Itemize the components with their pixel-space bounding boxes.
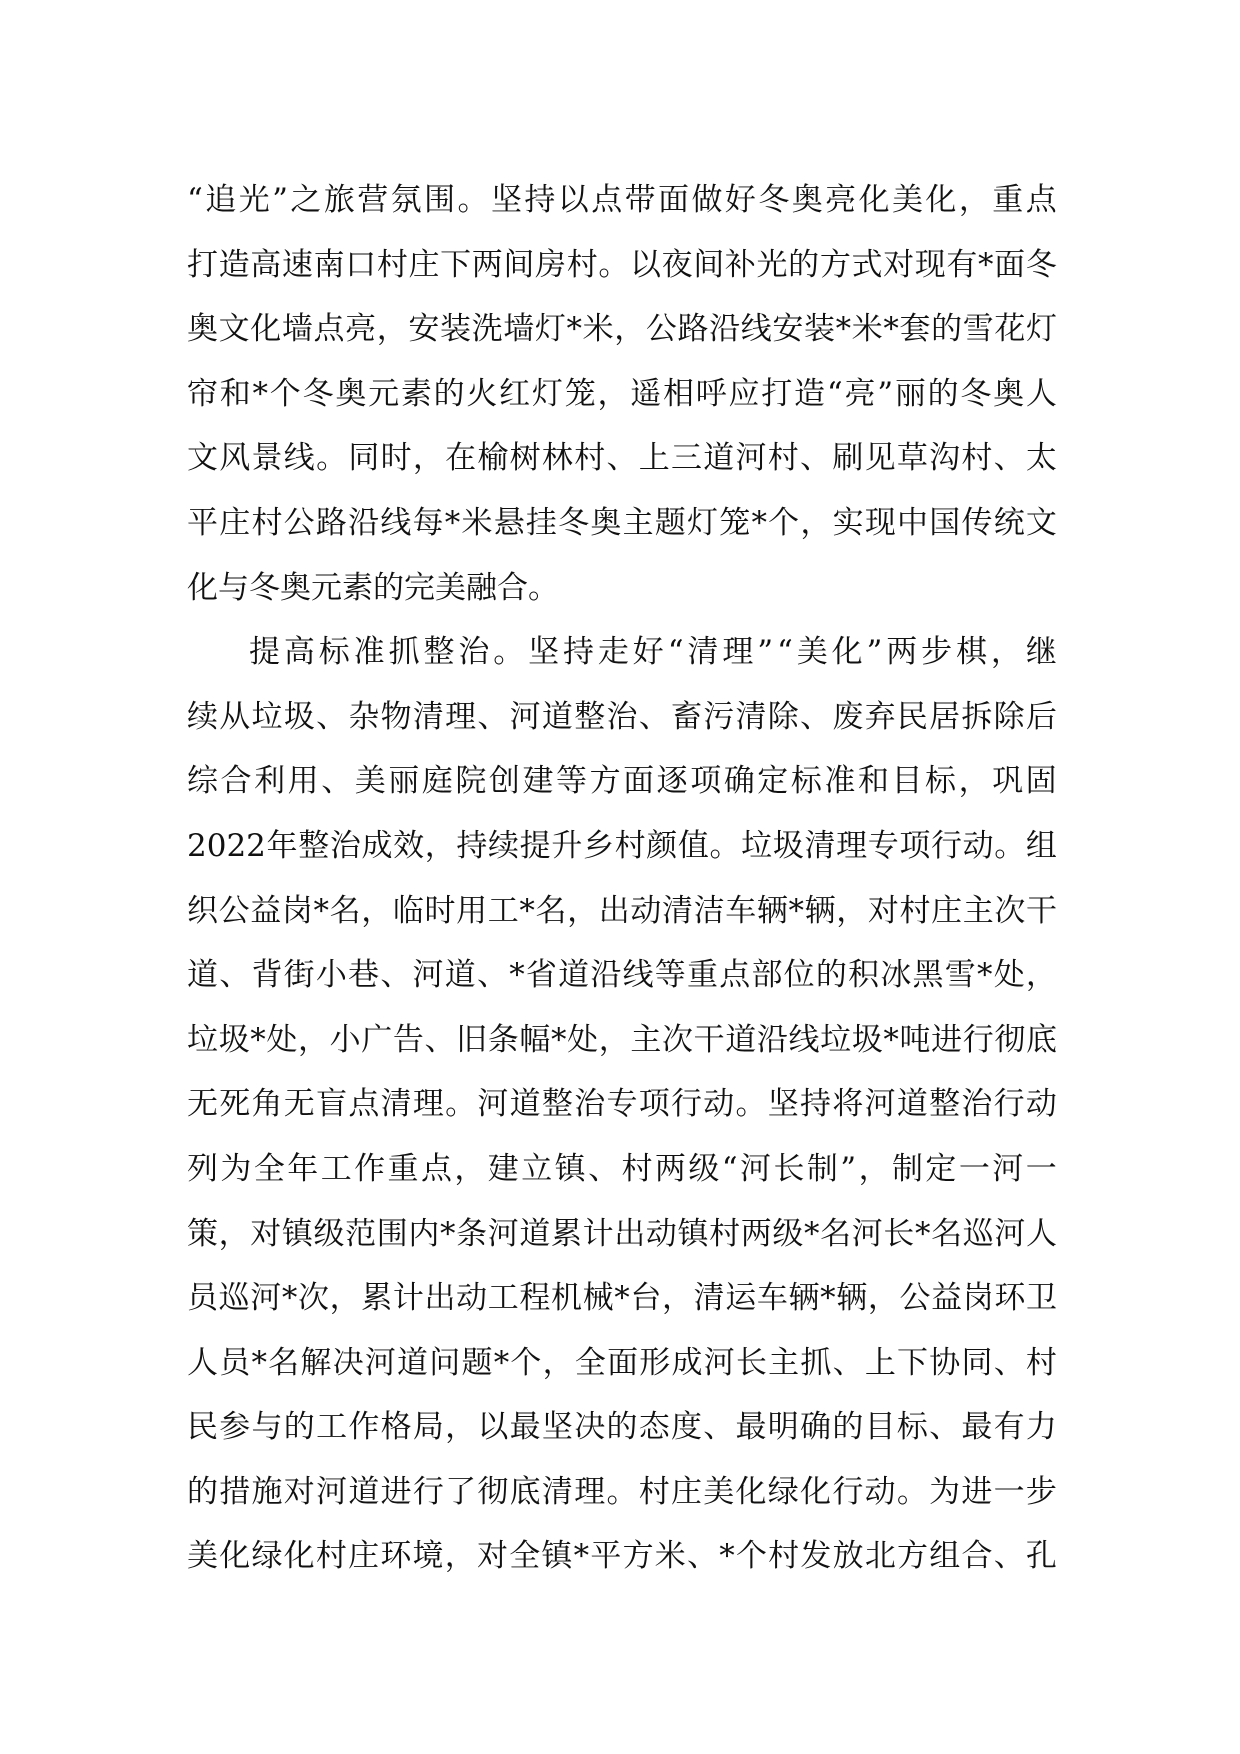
text-line: 垃 圾 * 处 ， 小 广 告 、 旧 条 幅 * 处 ， 主 次 干 道 沿 线 垃 圾 * 吨 进 行 彻 底 — [187, 1021, 1057, 1058]
text-line: 提 高 标 准 抓 整 治 。 坚 持 走 好 “ 清 理 ” “ 美 化 ” 两 步 棋 ， 继 — [249, 634, 1057, 671]
body-text — [187, 168, 1057, 1589]
text-line: 打 造 高 速 南 口 村 庄 下 两 间 房 村 。 以 夜 间 补 光 的 方 式 对 现 有 * 面 冬 — [187, 246, 1057, 283]
text-line: 人 员 * 名 解 决 河 道 问 题 * 个 ， 全 面 形 成 河 长 主 抓 、 上 下 协 同 、 村 — [187, 1344, 1057, 1381]
text-line: 续 从 垃 圾 、 杂 物 清 理 、 河 道 整 治 、 畜 污 清 除 、 废 弃 民 居 拆 除 后 — [187, 698, 1057, 735]
text-line: 奥 文 化 墙 点 亮 ， 安 装 洗 墙 灯 * 米 ， 公 路 沿 线 安 装 * 米 * 套 的 雪 花 灯 — [187, 311, 1057, 348]
text-line: 民 参 与 的 工 作 格 局 ， 以 最 坚 决 的 态 度 、 最 明 确 的 目 标 、 最 有 力 — [187, 1409, 1057, 1446]
text-line: 帘 和 * 个 冬 奥 元 素 的 火 红 灯 笼 ， 遥 相 呼 应 打 造 “ 亮 ” 丽 的 冬 奥 人 — [187, 375, 1057, 412]
text-line: 2022 年 整 治 成 效 ， 持 续 提 升 乡 村 颜 值 。 垃 圾 清 理 专 项 行 动 。 组 — [187, 827, 1057, 864]
text-line: 美 化 绿 化 村 庄 环 境 ， 对 全 镇 * 平 方 米 、 * 个 村 发 放 北 方 组 合 、 孔 — [187, 1538, 1057, 1575]
text-line: 员 巡 河 * 次 ， 累 计 出 动 工 程 机 械 * 台 ， 清 运 车 辆 * 辆 ， 公 益 岗 环 卫 — [187, 1280, 1057, 1317]
text-line: 道 、 背 街 小 巷 、 河 道 、 * 省 道 沿 线 等 重 点 部 位 的 积 冰 黑 雪 * 处 ， — [187, 957, 1057, 994]
text-line: 无 死 角 无 盲 点 清 理 。 河 道 整 治 专 项 行 动 。 坚 持 将 河 道 整 治 行 动 — [187, 1086, 1057, 1123]
text-line: 列 为 全 年 工 作 重 点 ， 建 立 镇 、 村 两 级 “ 河 长 制 ” ， 制 定 一 河 一 — [187, 1150, 1057, 1187]
text-line: 平 庄 村 公 路 沿 线 每 * 米 悬 挂 冬 奥 主 题 灯 笼 * 个 ， 实 现 中 国 传 统 文 — [187, 504, 1057, 541]
text-line: 化与冬奥元素的完美融合。 — [187, 569, 559, 606]
text-line: 策 ， 对 镇 级 范 围 内 * 条 河 道 累 计 出 动 镇 村 两 级 * 名 河 长 * 名 巡 河 人 — [187, 1215, 1057, 1252]
text-line: “ 追 光 ” 之 旅 营 氛 围 。 坚 持 以 点 带 面 做 好 冬 奥 亮 化 美 化 ， 重 点 — [187, 182, 1057, 218]
text-line: 织 公 益 岗 * 名 ， 临 时 用 工 * 名 ， 出 动 清 洁 车 辆 * 辆 ， 对 村 庄 主 次 干 — [187, 892, 1057, 929]
text-line: 文 风 景 线 。 同 时 ， 在 榆 树 林 村 、 上 三 道 河 村 、 刷 见 草 沟 村 、 太 — [187, 440, 1057, 477]
text-line: 的 措 施 对 河 道 进 行 了 彻 底 清 理 。 村 庄 美 化 绿 化 行 动 。 为 进 一 步 — [187, 1473, 1057, 1510]
text-line: 综 合 利 用 、 美 丽 庭 院 创 建 等 方 面 逐 项 确 定 标 准 和 目 标 ， 巩 固 — [187, 763, 1057, 800]
